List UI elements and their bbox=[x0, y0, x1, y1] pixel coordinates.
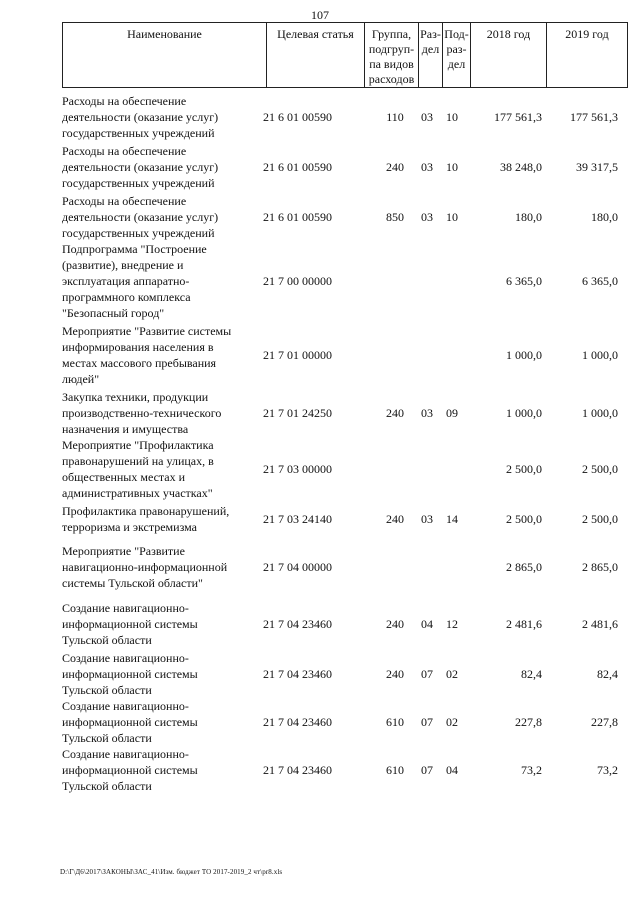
table-row bbox=[62, 143, 628, 191]
row-2018: 82,4 bbox=[521, 667, 542, 681]
table-row bbox=[62, 437, 628, 501]
row-2018: 2 500,0 bbox=[506, 512, 542, 526]
table-row bbox=[62, 698, 628, 746]
row-group: 240 bbox=[386, 160, 404, 174]
row-target-code: 21 7 04 23460 bbox=[263, 667, 332, 681]
row-2018: 1 000,0 bbox=[506, 406, 542, 420]
row-razdel: 03 bbox=[421, 210, 433, 224]
row-target-code: 21 7 03 00000 bbox=[263, 462, 332, 476]
header-target: Целевая статья bbox=[266, 22, 364, 88]
row-group: 240 bbox=[386, 667, 404, 681]
row-group: 240 bbox=[386, 406, 404, 420]
table-row bbox=[62, 600, 628, 648]
row-razdel: 07 bbox=[421, 715, 433, 729]
row-name: Создание навигационно- информационной системы Тульской области bbox=[62, 601, 198, 647]
header-2019: 2019 год bbox=[546, 22, 628, 88]
table-row bbox=[62, 241, 628, 321]
row-group: 240 bbox=[386, 512, 404, 526]
row-2019: 227,8 bbox=[591, 715, 618, 729]
row-name: Подпрограмма "Построение (развитие), внедрение и эксплуатация аппаратно- программного комплекса "Безопасный город" bbox=[62, 242, 207, 320]
table-row bbox=[62, 650, 628, 698]
row-podrazdel: 10 bbox=[446, 210, 458, 224]
row-group: 110 bbox=[386, 110, 404, 124]
row-group: 240 bbox=[386, 617, 404, 631]
row-podrazdel: 10 bbox=[446, 110, 458, 124]
row-name: Закупка техники, продукции производственно-технического назначения и имущества bbox=[62, 390, 222, 436]
row-razdel: 03 bbox=[421, 512, 433, 526]
row-target-code: 21 7 04 23460 bbox=[263, 617, 332, 631]
row-target-code: 21 7 04 23460 bbox=[263, 715, 332, 729]
row-target-code: 21 6 01 00590 bbox=[263, 210, 332, 224]
row-2018: 38 248,0 bbox=[500, 160, 542, 174]
row-razdel: 07 bbox=[421, 763, 433, 777]
row-name: Создание навигационно- информационной системы Тульской области bbox=[62, 699, 198, 745]
row-2019: 2 500,0 bbox=[582, 462, 618, 476]
row-target-code: 21 7 01 24250 bbox=[263, 406, 332, 420]
row-target-code: 21 6 01 00590 bbox=[263, 110, 332, 124]
row-group: 610 bbox=[386, 715, 404, 729]
row-name: Создание навигационно- информационной системы Тульской области bbox=[62, 747, 198, 793]
row-2019: 73,2 bbox=[597, 763, 618, 777]
row-name: Расходы на обеспечение деятельности (оказание услуг) государственных учреждений bbox=[62, 94, 219, 140]
row-razdel: 03 bbox=[421, 406, 433, 420]
row-name: Мероприятие "Развитие навигационно-информационной системы Тульской области" bbox=[62, 544, 228, 590]
row-group: 850 bbox=[386, 210, 404, 224]
row-2019: 6 365,0 bbox=[582, 274, 618, 288]
header-2018: 2018 год bbox=[470, 22, 546, 88]
row-razdel: 03 bbox=[421, 160, 433, 174]
table-row bbox=[62, 503, 628, 535]
row-2019: 1 000,0 bbox=[582, 406, 618, 420]
row-podrazdel: 10 bbox=[446, 160, 458, 174]
table-row bbox=[62, 389, 628, 437]
row-podrazdel: 02 bbox=[446, 667, 458, 681]
file-path-footer: D:\Г\Д6\2017\ЗАКОНЫ\ЗАС_41\Изм. бюджет ТО 2017-2019_2 чт\pr8.xls bbox=[60, 868, 283, 876]
row-2018: 227,8 bbox=[515, 715, 542, 729]
row-target-code: 21 7 04 00000 bbox=[263, 560, 332, 574]
row-2018: 2 500,0 bbox=[506, 462, 542, 476]
row-name: Мероприятие "Профилактика правонарушений на улицах, в общественных местах и административных участках" bbox=[62, 438, 214, 500]
row-name: Расходы на обеспечение деятельности (оказание услуг) государственных учреждений bbox=[62, 144, 219, 190]
row-2019: 2 865,0 bbox=[582, 560, 618, 574]
row-2019: 1 000,0 bbox=[582, 348, 618, 362]
row-2018: 180,0 bbox=[515, 210, 542, 224]
table-row bbox=[62, 193, 628, 241]
row-razdel: 03 bbox=[421, 110, 433, 124]
row-2019: 39 317,5 bbox=[576, 160, 618, 174]
table-row bbox=[62, 323, 628, 387]
row-2018: 73,2 bbox=[521, 763, 542, 777]
row-2019: 177 561,3 bbox=[570, 110, 618, 124]
row-name: Профилактика правонарушений, терроризма и экстремизма bbox=[62, 504, 230, 534]
row-target-code: 21 7 04 23460 bbox=[263, 763, 332, 777]
row-name: Расходы на обеспечение деятельности (оказание услуг) государственных учреждений bbox=[62, 194, 219, 240]
row-2019: 180,0 bbox=[591, 210, 618, 224]
header-podrazdel: Под- раз- дел bbox=[442, 22, 470, 88]
row-name: Мероприятие "Развитие системы информирования населения в местах массового пребывания людей" bbox=[62, 324, 232, 386]
header-group: Группа, подгруп- па видов расходов bbox=[364, 22, 418, 88]
row-target-code: 21 7 00 00000 bbox=[263, 274, 332, 288]
table-row bbox=[62, 543, 628, 591]
row-group: 610 bbox=[386, 763, 404, 777]
row-2019: 2 481,6 bbox=[582, 617, 618, 631]
row-target-code: 21 7 01 00000 bbox=[263, 348, 332, 362]
row-razdel: 04 bbox=[421, 617, 433, 631]
page-number: 107 bbox=[311, 8, 329, 22]
row-podrazdel: 09 bbox=[446, 406, 458, 420]
header-name: Наименование bbox=[62, 22, 266, 88]
header-razdel: Раз- дел bbox=[418, 22, 442, 88]
row-target-code: 21 7 03 24140 bbox=[263, 512, 332, 526]
table-row bbox=[62, 746, 628, 794]
row-podrazdel: 04 bbox=[446, 763, 458, 777]
row-podrazdel: 14 bbox=[446, 512, 458, 526]
table-row bbox=[62, 93, 628, 141]
row-podrazdel: 02 bbox=[446, 715, 458, 729]
row-2018: 177 561,3 bbox=[494, 110, 542, 124]
row-razdel: 07 bbox=[421, 667, 433, 681]
row-2019: 82,4 bbox=[597, 667, 618, 681]
row-podrazdel: 12 bbox=[446, 617, 458, 631]
row-target-code: 21 6 01 00590 bbox=[263, 160, 332, 174]
row-2019: 2 500,0 bbox=[582, 512, 618, 526]
row-2018: 2 481,6 bbox=[506, 617, 542, 631]
row-2018: 1 000,0 bbox=[506, 348, 542, 362]
row-name: Создание навигационно- информационной системы Тульской области bbox=[62, 651, 198, 697]
row-2018: 2 865,0 bbox=[506, 560, 542, 574]
row-2018: 6 365,0 bbox=[506, 274, 542, 288]
